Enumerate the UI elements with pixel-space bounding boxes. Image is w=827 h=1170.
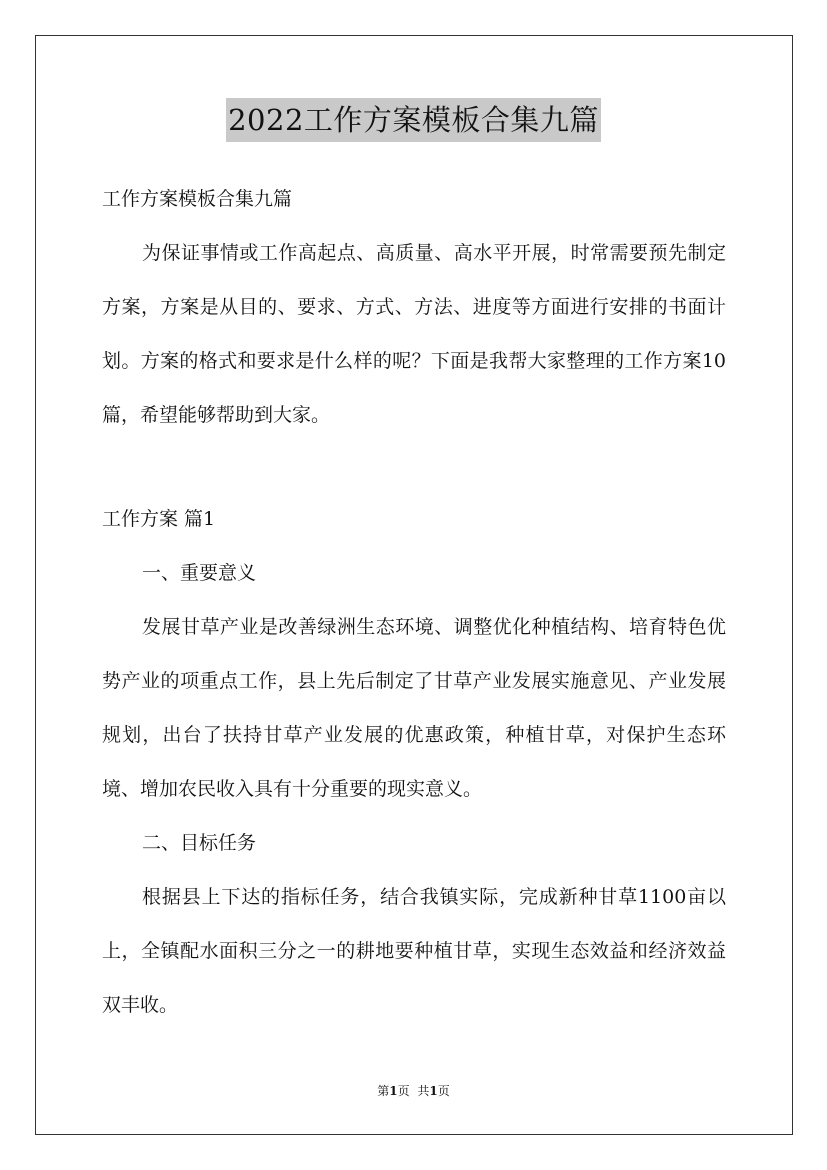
paragraph-goals: 根据县上下达的指标任务，结合我镇实际，完成新种甘草1100亩以上，全镇配水面积三分之一的耕地要种植甘草，实现生态效益和经济效益双丰收。 — [102, 886, 726, 1016]
footer-total-suffix: 页 — [437, 1084, 450, 1098]
title-container — [0, 98, 827, 142]
heading-goals: 二、目标任务 — [142, 832, 257, 854]
intro-paragraph: 为保证事情或工作高起点、高质量、高水平开展，时常需要预先制定方案，方案是从目的、要求、方式、方法、进度等方面进行安排的书面计划。方案的格式和要求是什么样的呢？下面是我帮大家整理的工作方案10篇，希望能够帮助到大家。 — [102, 242, 726, 426]
footer-page-suffix: 页 — [397, 1084, 410, 1098]
heading-importance: 一、重要意义 — [142, 562, 257, 584]
section-spacer — [102, 442, 726, 492]
footer-page-prefix: 第 — [377, 1084, 390, 1098]
document-subtitle: 工作方案模板合集九篇 — [102, 188, 293, 210]
footer-total-number: 1 — [429, 1084, 438, 1098]
footer-page-number: 1 — [389, 1084, 398, 1098]
paragraph-importance: 发展甘草产业是改善绿洲生态环境、调整优化种植结构、培育特色优势产业的项重点工作，县上先后制定了甘草产业发展实施意见、产业发展规划，出台了扶持甘草产业发展的优惠政策，种植甘草，对保护生态环境、增加农民收入具有十分重要的现实意义。 — [102, 616, 726, 800]
section-heading: 工作方案 篇1 — [102, 508, 216, 530]
document-body — [102, 172, 726, 1032]
page-footer — [0, 1083, 827, 1099]
footer-total-prefix: 共 — [417, 1084, 430, 1098]
document-title: 2022工作方案模板合集九篇 — [226, 98, 601, 142]
